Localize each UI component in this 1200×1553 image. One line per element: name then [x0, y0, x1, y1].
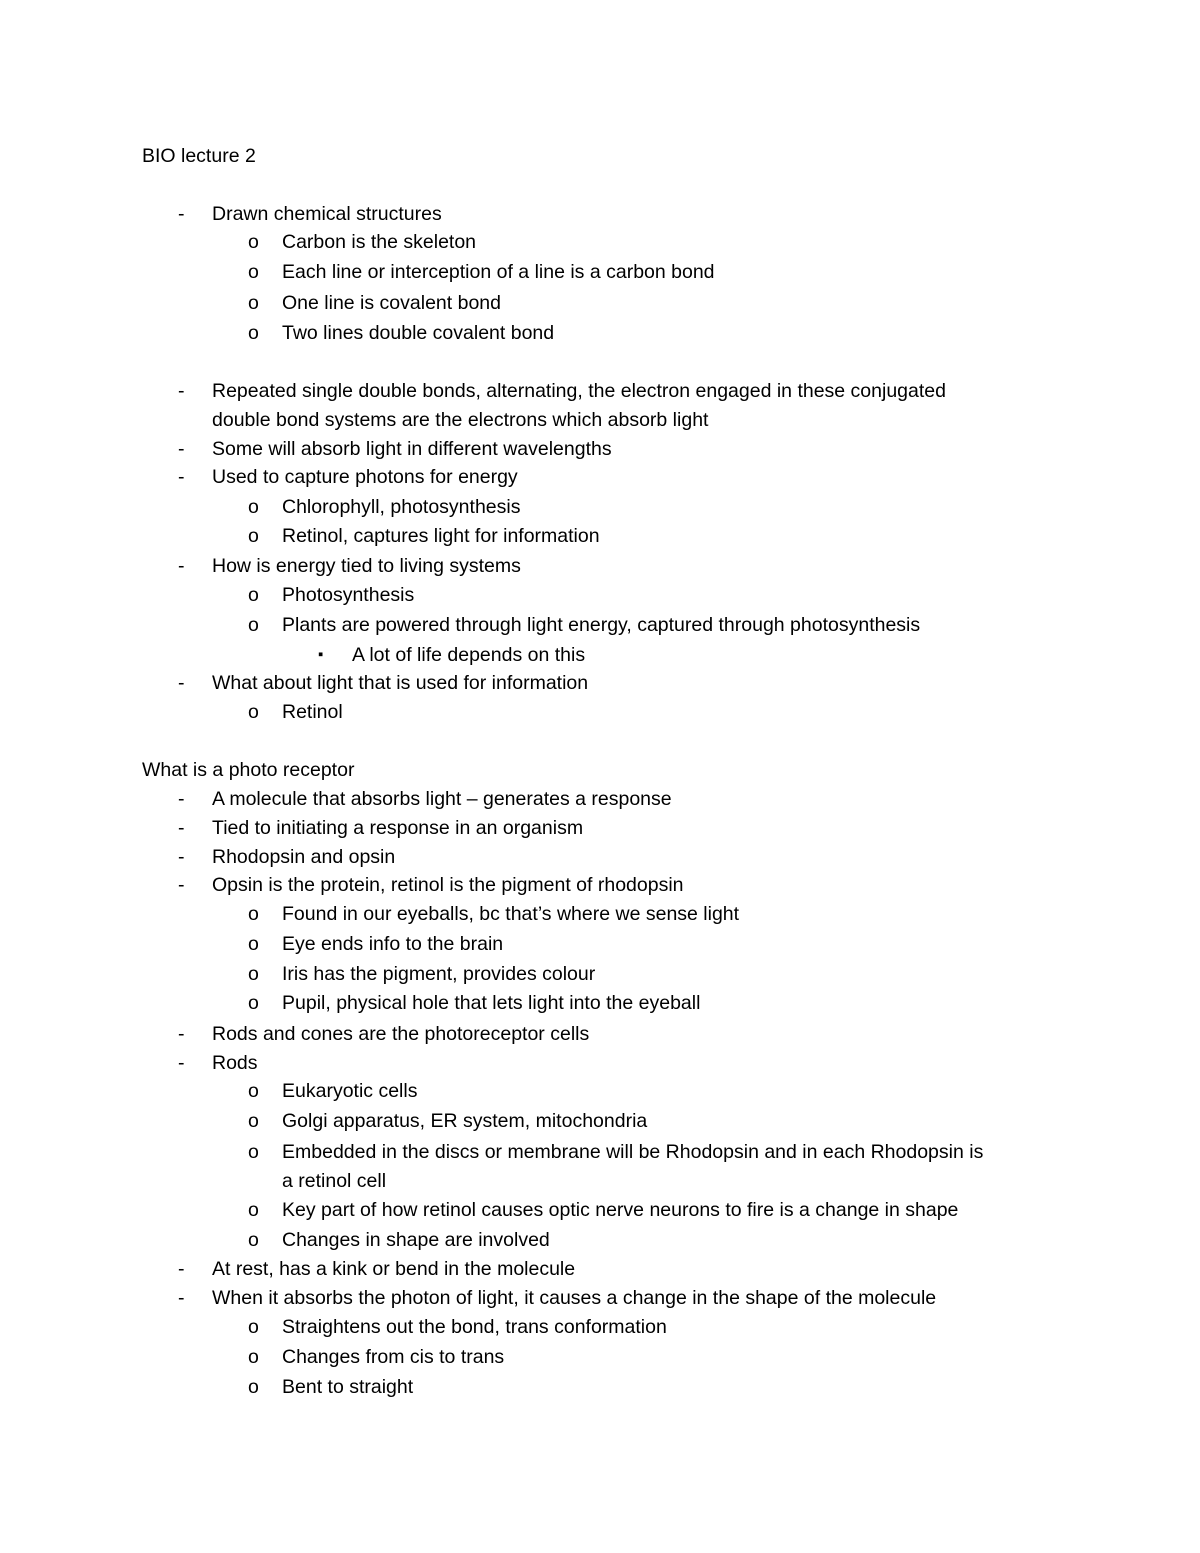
list-bullet-level-1: -	[178, 874, 185, 896]
list-item: At rest, has a kink or bend in the molecule	[212, 1258, 576, 1280]
list-bullet-level-2: o	[248, 1141, 259, 1163]
list-bullet-level-2: o	[248, 1376, 259, 1398]
list-item: A lot of life depends on this	[352, 644, 586, 666]
list-item: Photosynthesis	[282, 584, 415, 606]
list-bullet-level-2: o	[248, 933, 259, 955]
list-item: Retinol	[282, 701, 343, 723]
list-bullet-level-1: -	[178, 817, 185, 839]
list-item: Changes from cis to trans	[282, 1346, 505, 1368]
list-bullet-level-1: -	[178, 438, 185, 460]
list-item: What about light that is used for information	[212, 672, 589, 694]
list-item: One line is covalent bond	[282, 292, 501, 314]
list-item: When it absorbs the photon of light, it causes a change in the shape of the molecule	[212, 1287, 937, 1309]
list-item: Eye ends info to the brain	[282, 933, 504, 955]
list-item: Rods and cones are the photoreceptor cells	[212, 1023, 590, 1045]
list-item: Iris has the pigment, provides colour	[282, 963, 596, 985]
list-item: Drawn chemical structures	[212, 203, 442, 225]
list-bullet-level-1: -	[178, 1258, 185, 1280]
heading-photo-receptor: What is a photo receptor	[142, 759, 355, 781]
list-item: Eukaryotic cells	[282, 1080, 418, 1102]
list-bullet-level-2: o	[248, 1110, 259, 1132]
list-item: Repeated single double bonds, alternating, the electron engaged in these conjugated	[212, 380, 946, 402]
list-item: Found in our eyeballs, bc that’s where we sense light	[282, 903, 740, 925]
list-bullet-level-1: -	[178, 1052, 185, 1074]
list-bullet-level-2: o	[248, 1080, 259, 1102]
list-bullet-level-1: -	[178, 1287, 185, 1309]
list-bullet-level-1: -	[178, 203, 185, 225]
list-item: Key part of how retinol causes optic nerve neurons to fire is a change in shape	[282, 1199, 959, 1221]
list-bullet-level-2: o	[248, 261, 259, 283]
list-bullet-level-2: o	[248, 1229, 259, 1251]
list-item: Retinol, captures light for information	[282, 525, 600, 547]
list-bullet-level-1: -	[178, 555, 185, 577]
list-item: Bent to straight	[282, 1376, 414, 1398]
list-item: Embedded in the discs or membrane will be Rhodopsin and in each Rhodopsin is	[282, 1141, 984, 1163]
list-item: Rhodopsin and opsin	[212, 846, 396, 868]
list-item: A molecule that absorbs light – generates a response	[212, 788, 672, 810]
list-bullet-level-2: o	[248, 992, 259, 1014]
list-bullet-level-2: o	[248, 496, 259, 518]
list-bullet-level-2: o	[248, 963, 259, 985]
list-bullet-level-1: -	[178, 1023, 185, 1045]
list-bullet-level-1: -	[178, 846, 185, 868]
list-bullet-level-2: o	[248, 231, 259, 253]
list-item-continuation: double bond systems are the electrons which absorb light	[212, 409, 709, 431]
list-bullet-level-2: o	[248, 584, 259, 606]
list-item: Plants are powered through light energy, captured through photosynthesis	[282, 614, 921, 636]
list-bullet-level-2: o	[248, 525, 259, 547]
list-bullet-level-2: o	[248, 1316, 259, 1338]
list-item: Each line or interception of a line is a carbon bond	[282, 261, 715, 283]
list-bullet-level-2: o	[248, 322, 259, 344]
heading-lecture-title: BIO lecture 2	[142, 145, 256, 167]
list-item: Changes in shape are involved	[282, 1229, 550, 1251]
list-bullet-level-2: o	[248, 614, 259, 636]
list-item: Chlorophyll, photosynthesis	[282, 496, 521, 518]
list-item: Rods	[212, 1052, 258, 1074]
list-item: Used to capture photons for energy	[212, 466, 518, 488]
list-bullet-level-1: -	[178, 380, 185, 402]
list-item: Carbon is the skeleton	[282, 231, 477, 253]
list-bullet-level-1: -	[178, 672, 185, 694]
list-bullet-level-2: o	[248, 1346, 259, 1368]
list-bullet-level-3: ▪	[318, 646, 324, 663]
list-item: Tied to initiating a response in an organism	[212, 817, 584, 839]
list-bullet-level-1: -	[178, 788, 185, 810]
list-item: Opsin is the protein, retinol is the pigment of rhodopsin	[212, 874, 684, 896]
list-bullet-level-1: -	[178, 466, 185, 488]
list-item: Two lines double covalent bond	[282, 322, 555, 344]
list-item: Golgi apparatus, ER system, mitochondria	[282, 1110, 648, 1132]
list-item-continuation: a retinol cell	[282, 1170, 387, 1192]
list-item: Straightens out the bond, trans conformation	[282, 1316, 667, 1338]
list-bullet-level-2: o	[248, 1199, 259, 1221]
list-item: How is energy tied to living systems	[212, 555, 521, 577]
list-bullet-level-2: o	[248, 701, 259, 723]
list-bullet-level-2: o	[248, 292, 259, 314]
list-bullet-level-2: o	[248, 903, 259, 925]
list-item: Pupil, physical hole that lets light into the eyeball	[282, 992, 701, 1014]
list-item: Some will absorb light in different wavelengths	[212, 438, 612, 460]
